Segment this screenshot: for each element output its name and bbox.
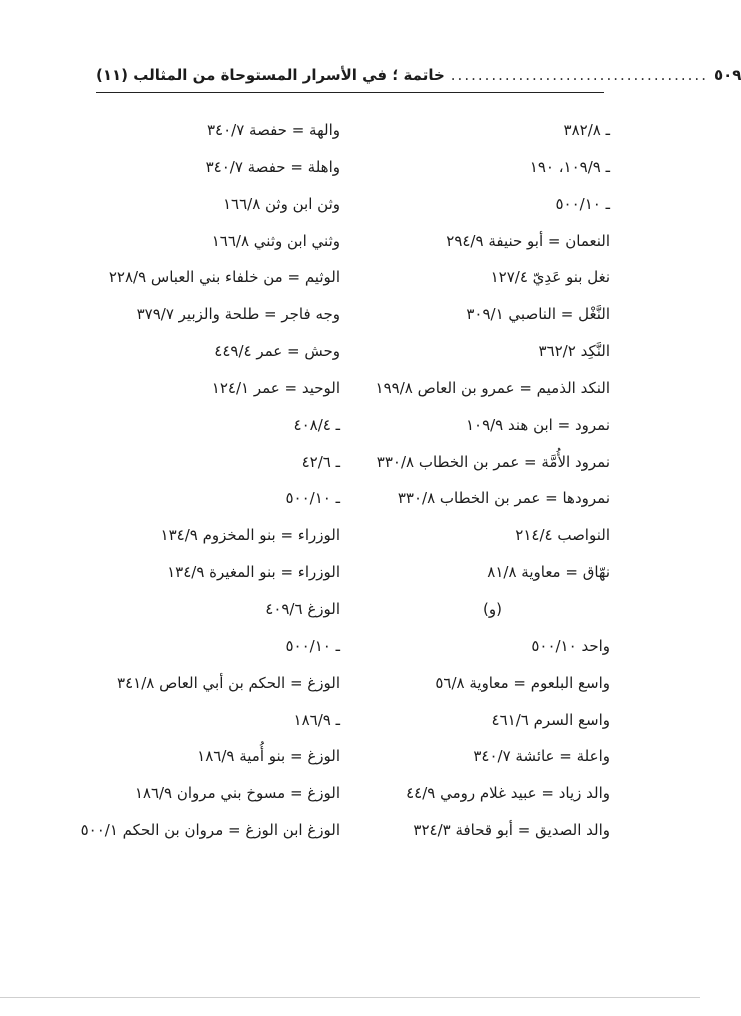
letter-heading: (و): [483, 599, 502, 618]
index-entry: ـ ٤٠٨/٤: [293, 415, 340, 434]
page-number: ٥٠٩: [713, 66, 741, 84]
index-entry: ـ ٥٠٠/١٠: [285, 489, 340, 508]
index-column-left: [80, 112, 340, 849]
index-entry: واهلة = حفصة ٣٤٠/٧: [205, 157, 340, 176]
index-entry: وجه فاجر = طلحة والزبير ٣٧٩/٧: [136, 305, 340, 324]
index-entry: ـ ٤٢/٦: [301, 452, 340, 471]
footer-rule: [0, 997, 700, 998]
index-entry: الوزراء = بنو المغيرة ١٣٤/٩: [167, 563, 340, 582]
index-entry: ـ ٥٠٠/١٠: [285, 636, 340, 655]
index-entry: والهة = حفصة ٣٤٠/٧: [206, 121, 340, 139]
header-leader-dots: ......................................: [450, 66, 708, 84]
index-entry: وثن ابن وثن ١٦٦/٨: [222, 194, 340, 213]
header-title: خاتمة ؛ في الأسرار المستوحاة من المثالب (١١): [96, 66, 445, 84]
running-header: [96, 62, 741, 88]
index-entry: واعلة = عائشة ٣٤٠/٧: [473, 747, 610, 766]
index-entry: الوزغ ابن الوزغ = مروان بن الحكم ٥٠٠/١: [80, 821, 340, 840]
header-rule: [96, 92, 604, 93]
index-entry: النواصب ٢١٤/٤: [515, 526, 610, 545]
index-entry: نمرود الأُمَّة = عمر بن الخطاب ٣٣٠/٨: [376, 452, 610, 471]
index-entry: ـ ٥٠٠/١٠: [555, 194, 610, 213]
index-entry: الوزغ = الحكم بن أبي العاص ٣٤١/٨: [117, 673, 340, 692]
index-entry: النَّغْل = الناصبي ٣٠٩/١: [466, 305, 610, 324]
index-entry: وحش = عمر ٤٤٩/٤: [214, 342, 340, 361]
index-entry: الوزراء = بنو المخزوم ١٣٤/٩: [160, 526, 340, 545]
index-entry: نغل بنو عَدِيّ ١٢٧/٤: [490, 268, 610, 287]
index-column-right: [370, 112, 610, 849]
index-entry: ـ ١٨٦/٩: [293, 710, 340, 729]
index-entry: والد زياد = عبيد غلام رومي ٤٤/٩: [406, 784, 610, 803]
index-entry: النَّكِد ٣٦٢/٢: [538, 342, 610, 361]
index-entry: النعمان = أبو حنيفة ٢٩٤/٩: [446, 231, 610, 250]
index-entry: ـ ٣٨٢/٨: [563, 121, 610, 139]
index-entry: واحد ٥٠٠/١٠: [531, 636, 610, 655]
index-entry: الوحيد = عمر ١٢٤/١: [211, 378, 340, 397]
index-entry: نمرودها = عمر بن الخطاب ٣٣٠/٨: [397, 489, 610, 508]
index-entry: نهّاق = معاوية ٨١/٨: [487, 563, 610, 582]
index-entry: الوثيم = من خلفاء بني العباس ٢٢٨/٩: [108, 268, 340, 287]
index-entry: الوزغ = مسوخ بني مروان ١٨٦/٩: [134, 784, 340, 803]
index-entry: وثني ابن وثني ١٦٦/٨: [211, 231, 340, 250]
index-entry: واسع السرم ٤٦١/٦: [491, 710, 610, 729]
index-entry: الوزغ = بنو أُمية ١٨٦/٩: [197, 747, 340, 766]
index-entry: النكد الذميم = عمرو بن العاص ١٩٩/٨: [375, 378, 610, 397]
index-entry: نمرود = ابن هند ١٠٩/٩: [465, 415, 610, 434]
index-entry: الوزغ ٤٠٩/٦: [265, 599, 340, 618]
index-entry: واسع البلعوم = معاوية ٥٦/٨: [435, 673, 610, 692]
index-entry: والد الصديق = أبو قحافة ٣٢٤/٣: [413, 821, 610, 840]
index-entry: ـ ١٠٩/٩، ١٩٠: [529, 157, 610, 176]
